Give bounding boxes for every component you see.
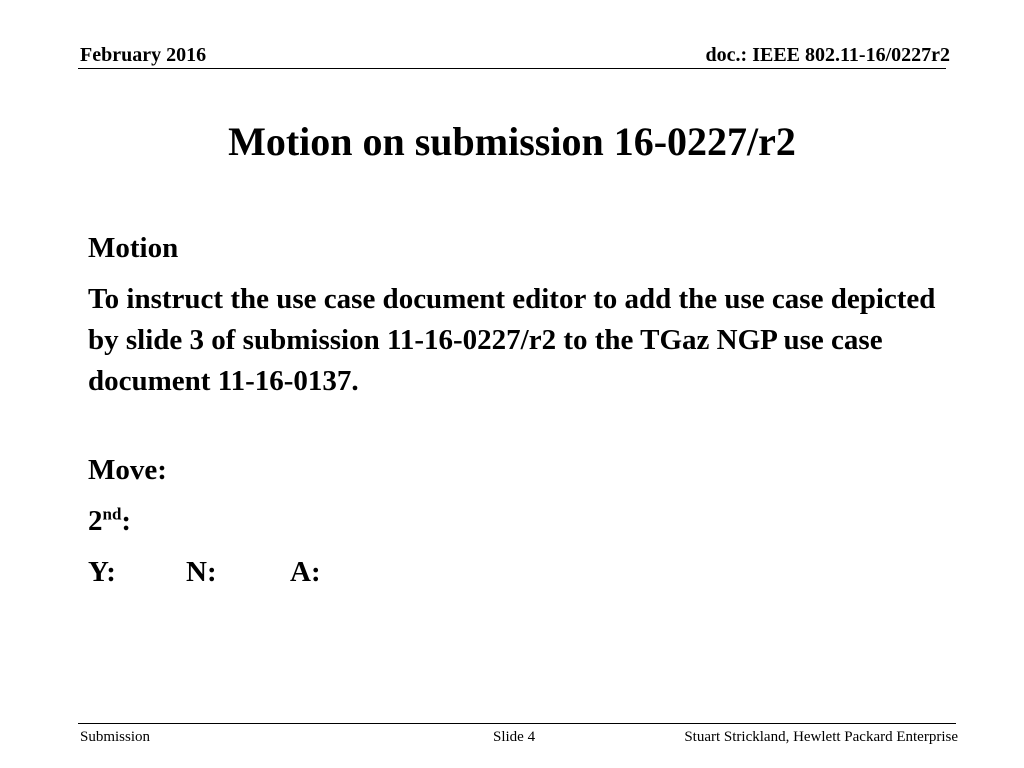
vote-no-label: N: xyxy=(186,556,217,588)
footer-author: Stuart Strickland, Hewlett Packard Enterprise xyxy=(684,729,958,745)
second-label xyxy=(88,501,948,542)
slide-title: Motion on submission 16-0227/r2 xyxy=(228,119,796,164)
second-base: 2 xyxy=(88,505,103,537)
vote-abstain-label: A: xyxy=(290,556,321,588)
header-doc-id: doc.: IEEE 802.11-16/0227r2 xyxy=(705,44,950,66)
vote-line xyxy=(88,552,948,593)
slide-body xyxy=(88,228,948,593)
footer-submission: Submission xyxy=(80,729,151,745)
vote-yes-label: Y: xyxy=(88,556,116,588)
header-rule xyxy=(78,68,946,69)
move-label: Move: xyxy=(88,454,167,486)
motion-text: To instruct the use case document editor to add the use case depicted by slide 3 of submission 11-16-0227/r2 to the TGaz NGP use case document 11-16-0137. xyxy=(88,283,936,397)
second-colon: : xyxy=(121,505,132,537)
footer-slide-number: Slide 4 xyxy=(493,729,536,745)
header-date: February 2016 xyxy=(80,44,207,66)
motion-heading: Motion xyxy=(88,232,179,264)
footer-rule xyxy=(78,723,956,724)
second-superscript: nd xyxy=(102,504,122,524)
